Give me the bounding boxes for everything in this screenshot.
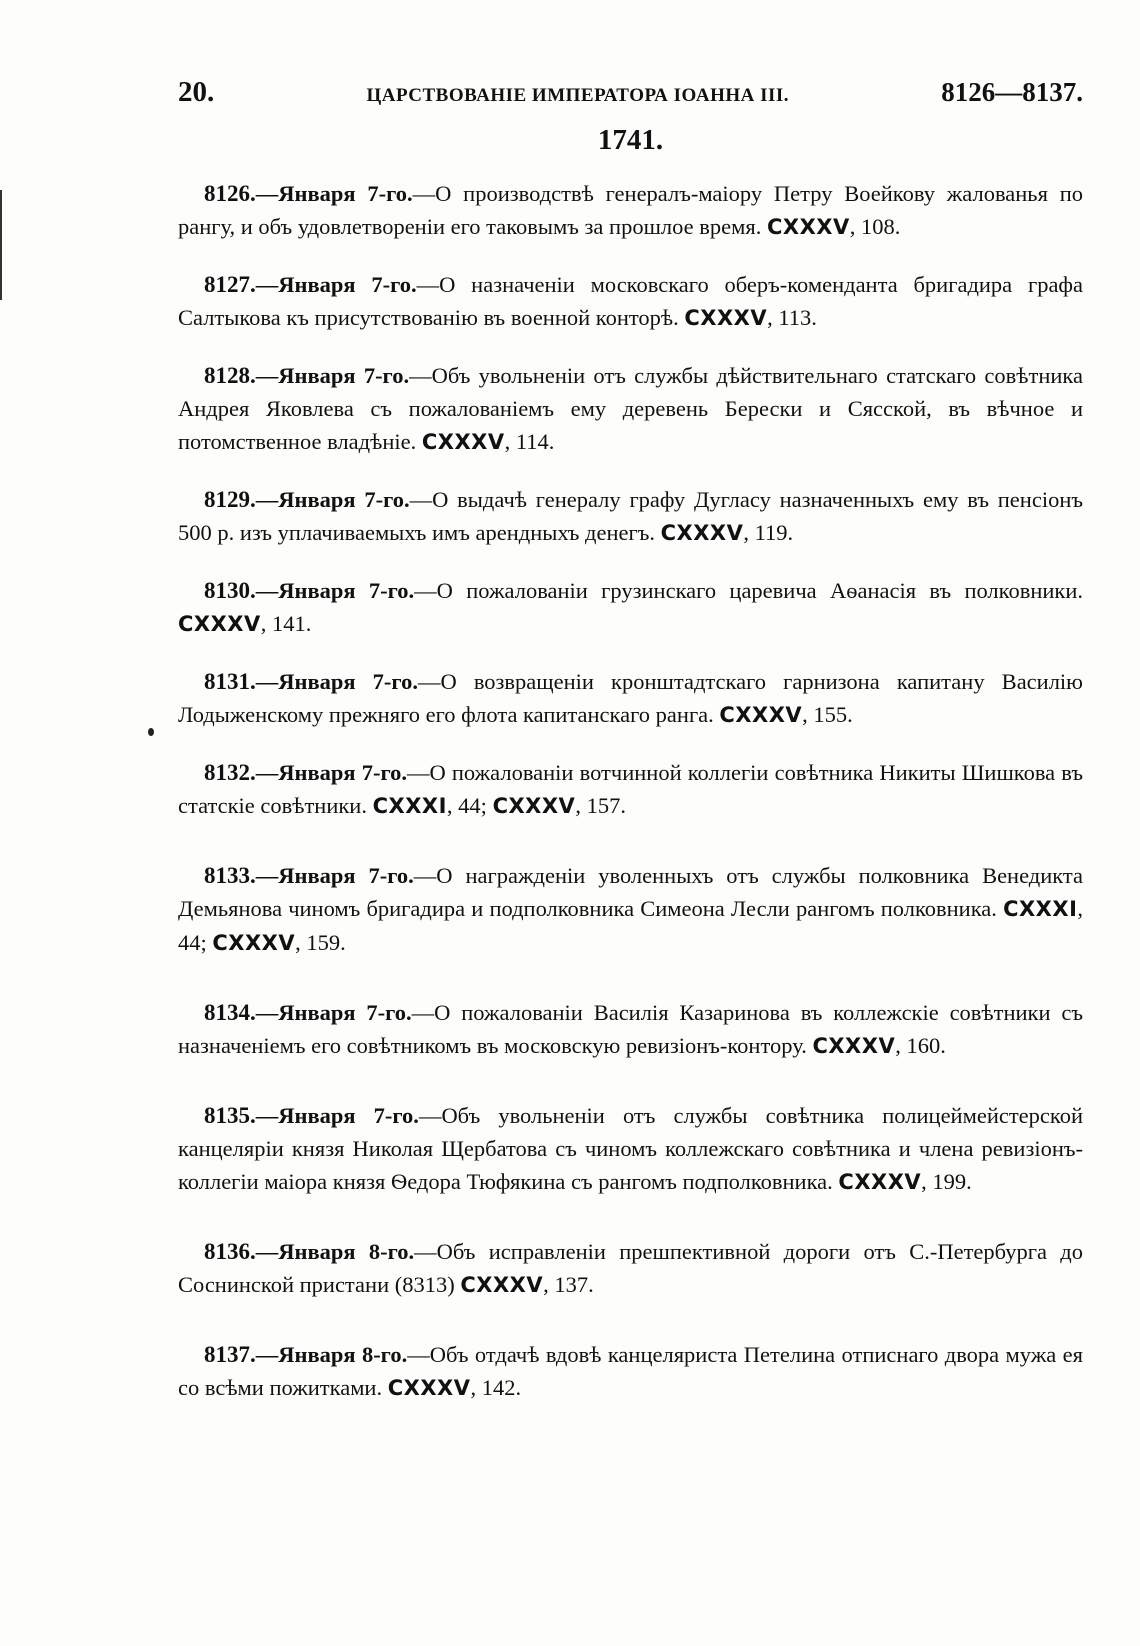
entry-number: 8132. [204,760,256,785]
entry-page-ref: , 44; [446,793,493,818]
entry-number: 8135. [204,1103,256,1128]
entry-page-ref: , 119. [743,520,794,545]
entry [178,665,1083,732]
entry [178,268,1083,335]
entry-page-ref: , 141. [260,611,312,636]
entry-page-ref: , 44; [178,896,1084,955]
document-page [178,76,1083,1429]
entry [178,996,1083,1063]
entry-number: 8129. [204,487,256,512]
entry [178,1235,1083,1302]
entry-number: 8131. [204,669,256,694]
entry-page-ref: , 199. [921,1169,972,1194]
entry-volume-ref: CXXXV [812,1034,896,1058]
entry-page-ref: , 157. [575,793,626,818]
entry-volume-ref: CXXXV [387,1376,471,1400]
entry-volume-ref: CXXXV [212,931,296,955]
entry-volume-ref: CXXXV [492,794,576,818]
entry-number: 8136. [204,1239,256,1264]
running-header [178,76,1083,116]
entry-text: —Объ отдачѣ вдовѣ канцеляриста Петелина отписнаго двора мужа ея со всѣми пожитками. [178,1342,1083,1400]
entry-volume-ref: CXXXV [178,612,261,636]
entry-date: —Января 7-го. [255,760,407,785]
entry-volume-ref: CXXXV [660,521,744,545]
entry-date: —Января 7-го. [255,669,418,694]
entry-number: 8127. [204,272,256,297]
entry-date: —Января 7-го. [255,1000,412,1025]
entry-text: —О пожалованіи грузинскаго царевича Аѳанасія въ полковники. [414,578,1084,603]
entry [178,859,1083,960]
entry-number: 8133. [204,863,256,888]
entry [178,177,1083,244]
entries-list [178,177,1083,1405]
entry-text: —О награжденіи уволенныхъ отъ службы полковника Венедикта Демьянова чиномъ бригадира и подполковника Симеона Лесли рангомъ полковника. [178,863,1084,921]
entry-text: —Объ увольненіи отъ службы совѣтника полицеймейстерской канцеляріи князя Николая Щербатова съ чиномъ коллежскаго совѣтника и члена ревизіонъ-коллегіи маіора князя Ѳедора Тюфякина съ рангомъ подполковника. [178,1103,1083,1194]
entry-number: 8126. [204,181,256,206]
entry-date: —Января 7-го. [255,181,413,206]
entry-page-ref: , 113. [767,305,817,330]
entry-volume-ref: CXXXV [421,430,505,454]
entry-date: —Января 7-го. [255,578,415,603]
running-title: ЦАРСТВОВАНІЕ ИМПЕРАТОРА ІОАННА III. [366,85,790,106]
entry-page-ref: , 142. [470,1375,522,1400]
entry-page-ref: , 155. [802,702,853,727]
entry-date: —Января 7-го. [255,1103,419,1128]
entry-page-ref: , 108. [849,214,901,239]
entry-date: —Января 7-го. [255,363,410,388]
entry-page-ref: , 159. [295,930,346,955]
stray-ink-mark [148,728,154,736]
entry [178,483,1083,550]
entry-number: 8137. [204,1342,256,1367]
entry [178,359,1083,459]
entry-volume-ref: CXXXV [719,703,803,727]
entry-number: 8128. [204,363,256,388]
entry-date: —Января 7-го. [255,272,417,297]
entry-text: —О возвращеніи кронштадтскаго гарнизона капитану Василію Лодыженскому прежняго его флота капитанскаго ранга. [178,669,1083,727]
entry-text: —О пожалованіи Василія Казаринова въ коллежскіе совѣтники съ назначеніемъ его совѣтникомъ въ московскую ревизіонъ-контору. [178,1000,1083,1058]
entry-text: —О производствѣ генералъ-маіору Петру Воейкову жалованья по рангу, и объ удовлетвореніи его таковымъ за прошлое время. [178,181,1084,239]
entry-number: 8130. [204,578,256,603]
entry-volume-ref: CXXXI [1003,897,1078,921]
entry-volume-ref: CXXXI [372,794,447,818]
page-edge-rule [0,190,2,300]
entry-volume-ref: CXXXV [838,1170,922,1194]
entry-page-ref: , 114. [504,429,555,454]
entry-text: —О пожалованіи вотчинной коллегіи совѣтника Никиты Шишкова въ статскіе совѣтники. [178,760,1083,818]
entry [178,1099,1083,1199]
page-number: 20. [178,76,215,108]
entry-date: —Января 7-го. [255,863,414,888]
entry [178,756,1083,823]
entry-page-ref: , 137. [543,1272,594,1297]
entry-page-ref: , 160. [895,1033,946,1058]
entry-volume-ref: CXXXV [766,215,850,239]
entry [178,574,1083,641]
entry-text: —Объ увольненіи отъ службы дѣйствительнаго статскаго совѣтника Андрея Яковлева съ пожалованіемъ ему деревень Берески и Сясской, въ вѣчное и потомственное владѣніе. [178,363,1083,454]
entry [178,1338,1083,1405]
entry-date: —Января 8-го. [255,1239,415,1264]
entry-text: —О выдачѣ генералу графу Дугласу назначенныхъ ему въ пенсіонъ 500 р. изъ уплачиваемыхъ имъ арендныхъ денегъ. [178,487,1083,545]
year-heading: 1741. [597,124,664,156]
entry-date: —Января 8-го. [255,1342,408,1367]
entry-text: —Объ исправленіи прешпективной дороги отъ С.-Петербурга до Соснинской пристани (8313) [178,1239,1083,1297]
entry-volume-ref: CXXXV [684,306,768,330]
entry-date: —Января 7-го. [255,487,410,512]
entry-text: —О назначеніи московскаго оберъ-коменданта бригадира графа Салтыкова къ присутствованію въ военной конторѣ. [178,272,1083,330]
entry-volume-ref: CXXXV [460,1273,544,1297]
entry-number: 8134. [204,1000,256,1025]
entry-range: 8126—8137. [941,77,1083,107]
